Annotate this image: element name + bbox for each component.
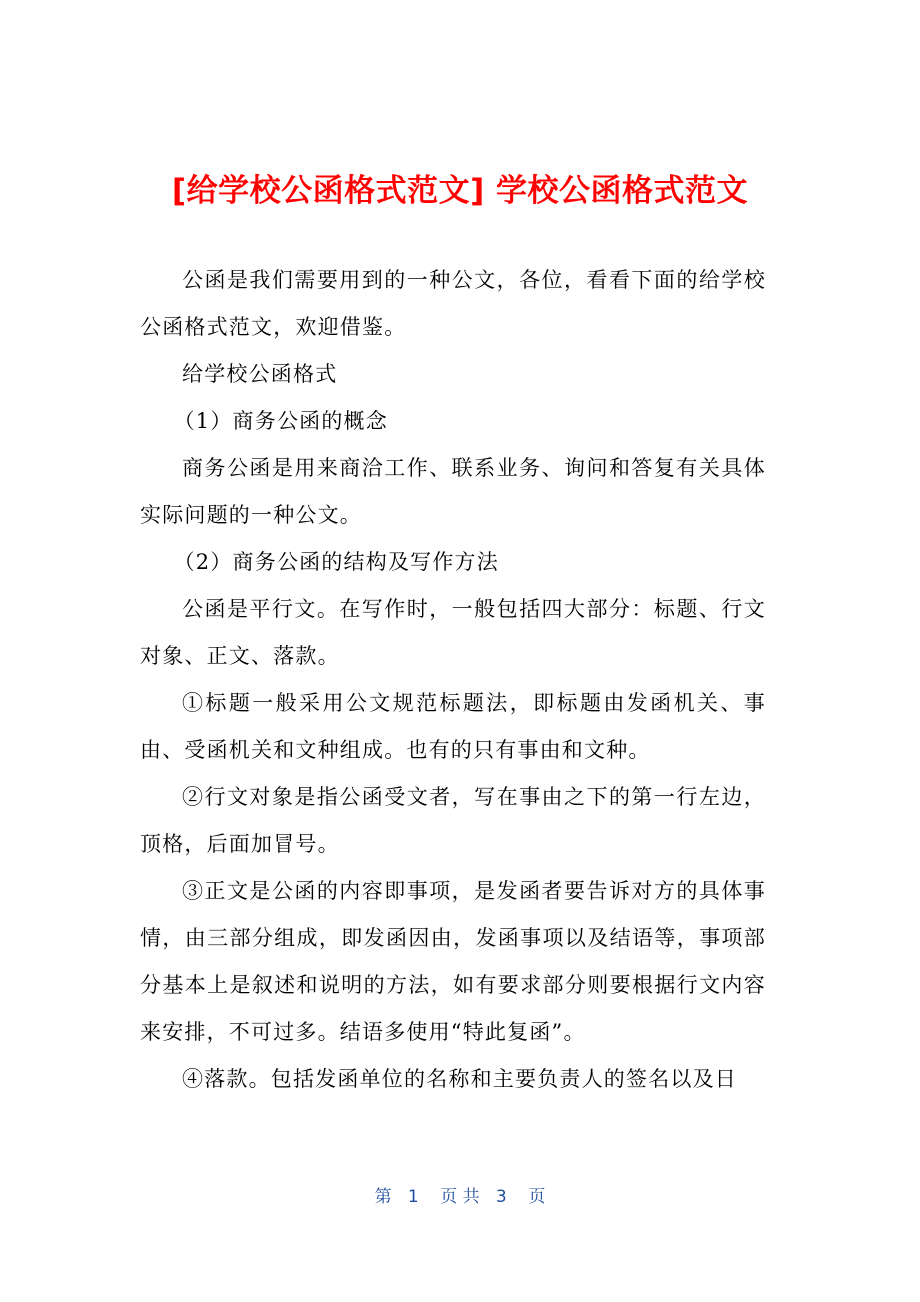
paragraph-subheading-structure: （2）商务公函的结构及写作方法 [173, 550, 499, 574]
paragraph-recipient-rule: ②行文对象是指公函受文者，写在事由之下的第一行左边，顶格，后面加冒号。 [140, 785, 766, 856]
paragraph-heading-format: 给学校公函格式 [182, 362, 338, 386]
paragraph-concept: 商务公函是用来商洽工作、联系业务、询问和答复有关具体实际问题的一种公文。 [140, 456, 766, 527]
page-number-footer: 第 1 页 共 3 页 [374, 1187, 546, 1207]
document-title: [给学校公函格式范文] 学校公函格式范文 [171, 172, 749, 209]
paragraph-structure: 公函是平行文。在写作时，一般包括四大部分：标题、行文对象、正文、落款。 [140, 597, 766, 668]
paragraph-signature-rule: ④落款。包括发函单位的名称和主要负责人的签名以及日 [182, 1067, 737, 1091]
paragraph-intro: 公函是我们需要用到的一种公文，各位，看看下面的给学校公函格式范文，欢迎借鉴。 [140, 268, 766, 339]
paragraph-title-rule: ①标题一般采用公文规范标题法，即标题由发函机关、事由、受函机关和文种组成。也有的只有事由和文种。 [140, 691, 766, 762]
paragraph-subheading-concept: （1）商务公函的概念 [173, 409, 388, 433]
paragraph-body-rule: ③正文是公函的内容即事项，是发函者要告诉对方的具体事情，由三部分组成，即发函因由，发函事项以及结语等，事项部分基本上是叙述和说明的方法，如有要求部分则要根据行文内容来安排，不可过多。结语多使用“特此复函”。 [140, 879, 766, 1044]
document-body [140, 257, 766, 1103]
